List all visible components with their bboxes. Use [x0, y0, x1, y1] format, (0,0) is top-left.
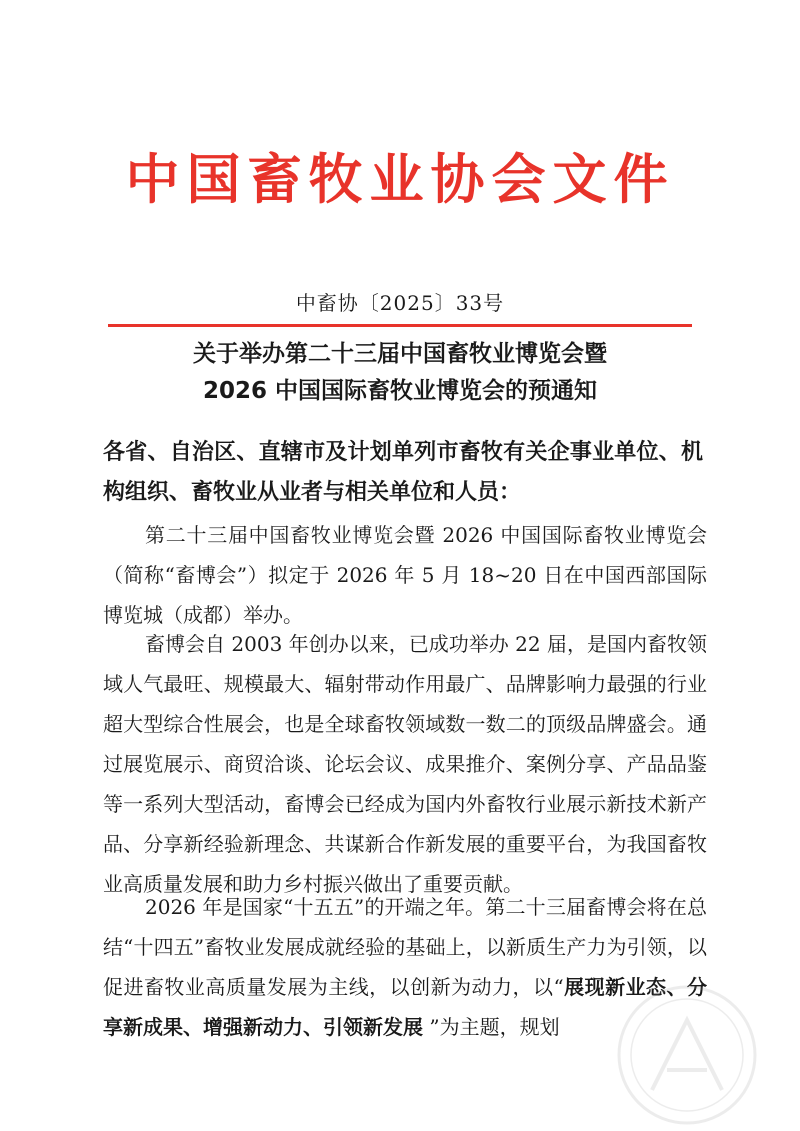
red-divider-line — [108, 324, 692, 327]
paragraph-3 — [103, 887, 707, 1047]
salutation: 各省、自治区、直辖市及计划单列市畜牧有关企事业单位、机构组织、畜牧业从业者与相关单位和人员： — [103, 440, 703, 505]
paragraph-1: 第二十三届中国畜牧业博览会暨 2026 中国国际畜牧业博览会（简称“畜博会”）拟定于 2026 年 5 月 18~20 日在中国西部国际博览城（成都）举办。 — [103, 523, 707, 627]
document-number: 中畜协〔2025〕33号 — [295, 291, 505, 315]
paragraph-2: 畜博会自 2003 年创办以来，已成功举办 22 届，是国内畜牧领域人气最旺、规模最大、辐射带动作用最广、品牌影响力最强的行业超大型综合性展会，也是全球畜牧领域数一数二的顶级品牌盛会。通过展览展示、商贸洽谈、论坛会议、成果推介、案例分享、产品品鉴等一系列大型活动，畜博会已经成为国内外畜牧行业展示新技术新产品、分享新经验新理念、共谋新合作新发展的重要平台，为我国畜牧业高质量发展和助力乡村振兴做出了重要贡献。 — [103, 632, 707, 896]
paragraph-3-tail: ”为主题，规划 — [423, 1015, 560, 1039]
paragraph-3-theme: 展现新业态、分享新成果、增强新动力、引领新发展 — [103, 975, 707, 1039]
notice-title-line-2: 2026 中国国际畜牧业博览会的预通知 — [202, 378, 598, 404]
masthead-title: 中国畜牧业协会文件 — [125, 148, 675, 211]
paragraph-3-lead: 2026 年是国家“十五五”的开端之年。第二十三届畜博会将在总结“十四五”畜牧业发展成就经验的基础上，以新质生产力为引领，以促进畜牧业高质量发展为主线，以创新为动力，以“ — [103, 895, 707, 999]
notice-title-line-1: 关于举办第二十三届中国畜牧业博览会暨 — [193, 341, 607, 367]
